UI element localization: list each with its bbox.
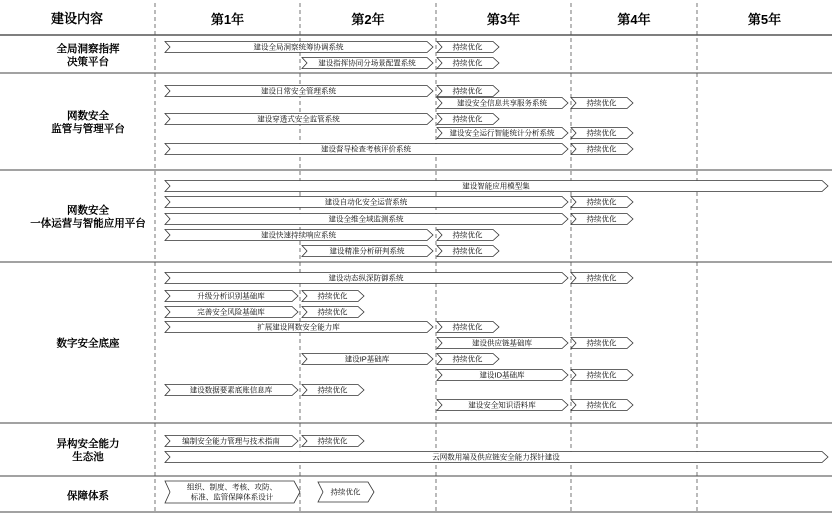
section-title: 网数安全 [67,110,109,122]
task-label: 持续优化 [317,436,348,446]
header-row [50,11,781,27]
task-label: 扩展建设网数安全能力库 [257,322,340,332]
section-title: 决策平台 [67,56,109,68]
task-label: 持续优化 [586,400,617,410]
task-label: 持续优化 [586,273,617,283]
task-label: 持续优化 [586,98,617,108]
header-content-label: 建设内容 [50,11,104,26]
task-label: 持续优化 [586,197,617,207]
task-label: 持续优化 [452,114,483,124]
task-label: 组织、制度、考核、攻防、 [187,482,277,492]
task-label: 编制安全能力管理与技术指南 [182,436,280,446]
task-label: 持续优化 [452,322,483,332]
task-label: 持续优化 [452,86,483,96]
task-arrows [165,42,828,504]
task-label: 持续优化 [452,42,483,52]
task-label: 建设全维全域监测系统 [328,214,404,224]
section-title: 监管与管理平台 [51,123,125,135]
task-label: 建设全局洞察统筹协调系统 [253,42,344,52]
header-year-2: 第2年 [351,12,385,27]
task-label: 建设供应链基础库 [472,338,532,348]
task-label: 标准、监管保障体系设计 [190,492,274,502]
task-label: 建设IP基础库 [344,354,390,364]
task-label: 建设督导检查考核评价系统 [321,144,411,154]
task-label: 云网数用端及供应链安全能力探针建设 [432,452,560,462]
grid-lines [0,3,832,512]
header-year-5: 第5年 [747,12,782,27]
header-year-3: 第3年 [486,12,521,27]
section-title: 一体运营与智能应用平台 [30,217,146,230]
task-label: 建设智能应用模型集 [462,181,530,191]
task-label: 持续优化 [452,230,483,240]
task-label: 建设自动化安全运营系统 [324,197,408,207]
task-label: 建设快速持续响应系统 [261,230,336,240]
task-label: 持续优化 [452,58,483,68]
task-label: 建设穿透式安全监管系统 [257,114,340,124]
task-label: 持续优化 [586,338,617,348]
task-label: 持续优化 [586,128,617,138]
section-title: 网数安全 [67,204,109,217]
task-label: 建设精准分析研判系统 [329,246,405,256]
section-title: 全局洞察指挥 [56,43,120,55]
header-year-1: 第1年 [210,12,245,27]
task-label: 建设安全运行智能统计分析系统 [449,128,555,138]
task-label: 建设安全信息共享服务系统 [457,98,547,108]
task-label: 建设指挥协同分场景配置系统 [318,58,416,68]
task-label: 持续优化 [586,370,617,380]
task-label: 建设ID基础库 [479,370,525,380]
task-label: 持续优化 [586,144,617,154]
task-label: 建设数据要素底账信息库 [189,385,273,395]
task-label: 建设日常安全管理系统 [261,86,336,96]
task-label: 升级分析识别基础库 [197,291,265,301]
task-label: 建设动态纵深防御系统 [328,273,404,283]
task-label: 持续优化 [452,354,483,364]
section-title: 数字安全底座 [56,337,120,350]
task-label: 持续优化 [452,246,483,256]
header-year-4: 第4年 [617,12,651,27]
task-label: 持续优化 [330,487,361,497]
section-title: 生态池 [72,451,104,463]
task-label: 建设安全知识语料库 [468,400,536,410]
section-labels [30,42,146,502]
task-label: 持续优化 [317,385,348,395]
task-label: 持续优化 [317,291,348,301]
section-title: 保障体系 [67,490,109,502]
task-label: 持续优化 [317,307,348,317]
task-label: 持续优化 [586,214,617,224]
task-label: 完善安全风险基础库 [197,307,265,317]
section-title: 异构安全能力 [56,438,120,450]
